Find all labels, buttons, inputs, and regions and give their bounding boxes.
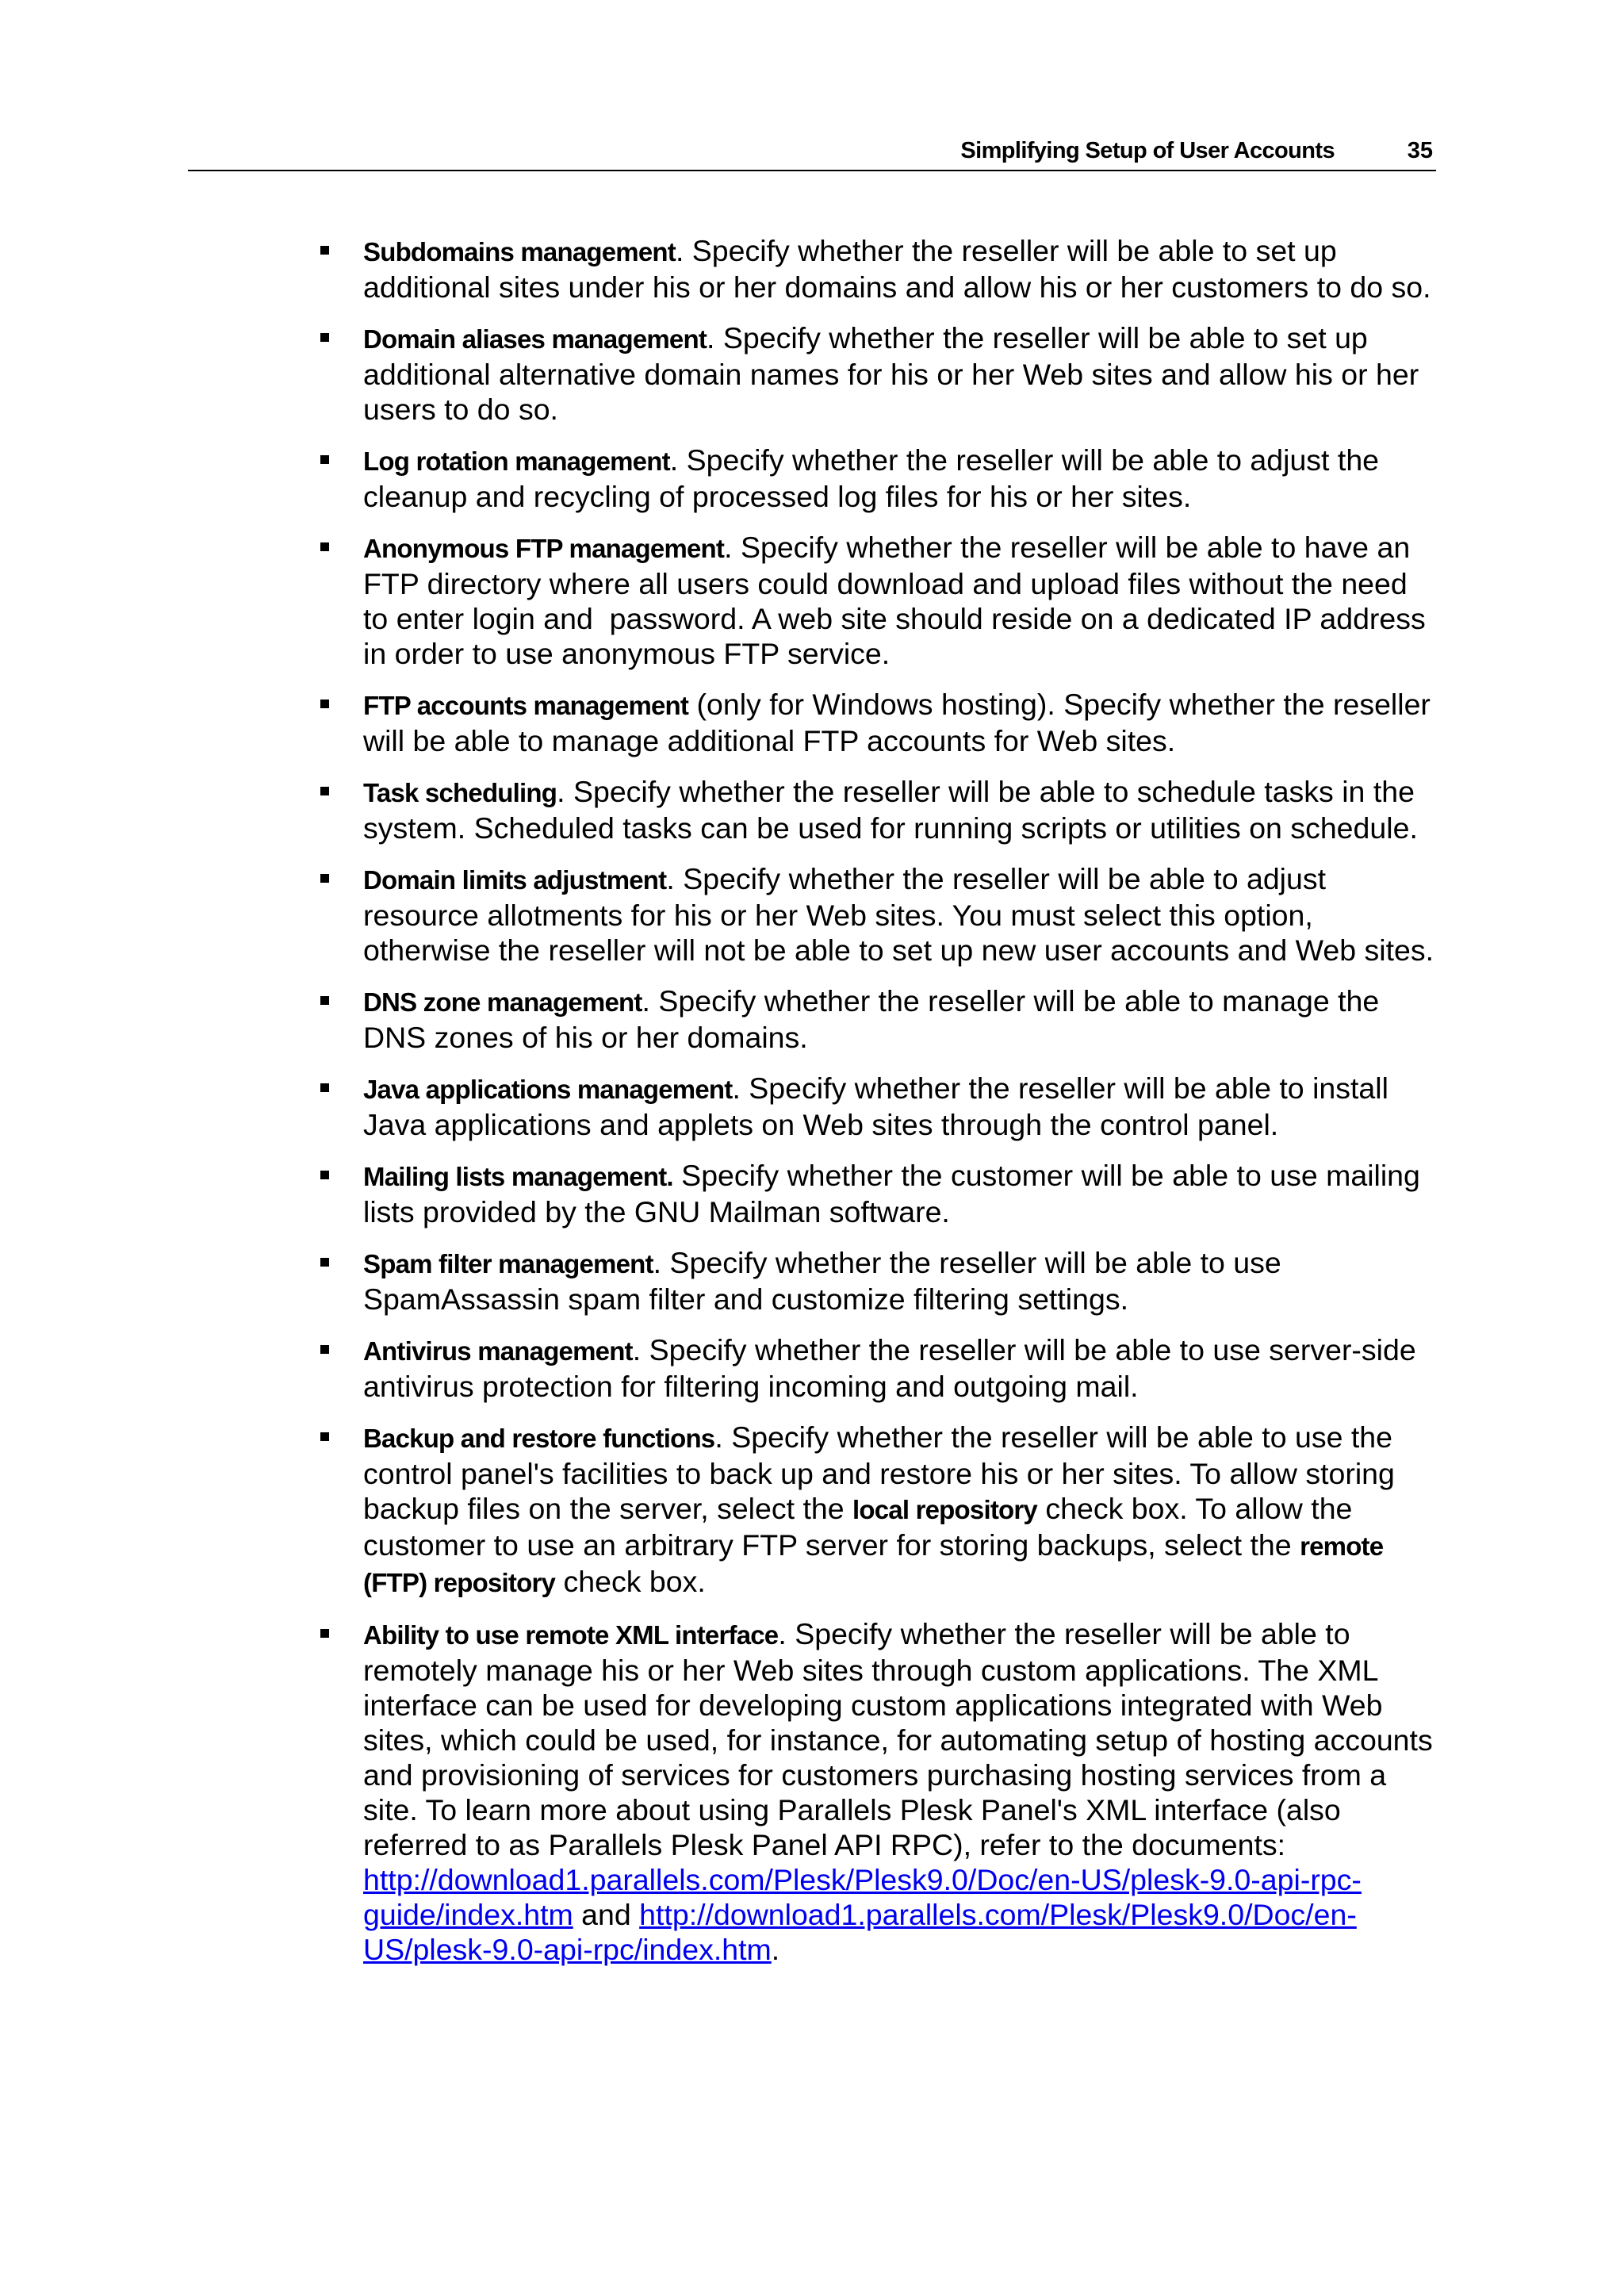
- item-term: Mailing lists management.: [363, 1162, 673, 1191]
- item-term: Anonymous FTP management: [363, 534, 725, 563]
- list-item-domain-aliases: [316, 320, 1438, 427]
- square-bullet-icon: [320, 333, 329, 342]
- page-header: [188, 133, 1436, 171]
- list-item-anonymous-ftp: [316, 530, 1438, 671]
- item-text: and: [573, 1898, 640, 1931]
- item-term: Domain aliases management: [363, 324, 707, 354]
- item-term: Ability to use remote XML interface: [363, 1620, 779, 1650]
- square-bullet-icon: [320, 1432, 329, 1441]
- item-term: Log rotation management: [363, 447, 670, 476]
- page-number: 35: [1407, 138, 1433, 163]
- item-text: . Specify whether the reseller will be able to manage the DNS zones of his or her domains.: [363, 984, 1380, 1054]
- list-item-task-scheduling: [316, 774, 1438, 845]
- square-bullet-icon: [320, 700, 329, 708]
- list-item-antivirus: [316, 1332, 1438, 1404]
- square-bullet-icon: [320, 542, 329, 551]
- item-text: check box.: [555, 1565, 706, 1598]
- list-item-ftp-accounts: [316, 687, 1438, 758]
- item-term: Spam filter management: [363, 1249, 653, 1278]
- list-item-subdomains: [316, 233, 1438, 305]
- list-item-java-applications: [316, 1071, 1438, 1142]
- item-term: Antivirus management: [363, 1336, 633, 1366]
- main-content: [316, 233, 1438, 1983]
- square-bullet-icon: [320, 246, 329, 255]
- item-text: . Specify whether the reseller will be able to use server-side antivirus protection for filtering incoming and outgoing mail.: [363, 1333, 1416, 1403]
- square-bullet-icon: [320, 787, 329, 795]
- item-text: . Specify whether the reseller will be able to set up additional alternative domain names for his or her Web sites and allow his or her users to do so.: [363, 321, 1419, 426]
- list-item-log-rotation: [316, 443, 1438, 514]
- square-bullet-icon: [320, 996, 329, 1005]
- item-text: . Specify whether the reseller will be able to remotely manage his or her Web sites through custom applications. The XML interface can be used for developing custom applications integrated with Web sites, which could be used, for instance, for automating setup of hosting accounts and provisioning of services for customers purchasing hosting services from a site. To learn more about using Parallels Plesk Panel's XML interface (also referred to as Parallels Plesk Panel API RPC), refer to the documents:: [363, 1617, 1433, 1861]
- item-term: Task scheduling: [363, 778, 557, 807]
- item-text: .: [771, 1933, 780, 1966]
- square-bullet-icon: [320, 1083, 329, 1092]
- item-text: . Specify whether the reseller will be able to set up additional sites under his or her domains and allow his or her customers to do so.: [363, 234, 1431, 304]
- item-text: . Specify whether the reseller will be able to adjust resource allotments for his or her Web sites. You must select this option, otherwise the reseller will not be able to set up new user accounts and Web sites.: [363, 862, 1434, 967]
- item-text: . Specify whether the reseller will be able to adjust the cleanup and recycling of processed log files for his or her sites.: [363, 443, 1380, 513]
- feature-list: [316, 233, 1438, 1967]
- list-item-remote-xml: [316, 1616, 1438, 1967]
- square-bullet-icon: [320, 1171, 329, 1179]
- list-item-backup-restore: [316, 1420, 1438, 1600]
- square-bullet-icon: [320, 1345, 329, 1354]
- item-text: (only for Windows hosting). Specify whether the reseller will be able to manage additional FTP accounts for Web sites.: [363, 688, 1431, 757]
- list-item-dns-zone: [316, 983, 1438, 1055]
- list-item-mailing-lists: [316, 1158, 1438, 1229]
- item-term: DNS zone management: [363, 987, 642, 1017]
- item-term: Java applications management: [363, 1075, 733, 1104]
- square-bullet-icon: [320, 455, 329, 464]
- square-bullet-icon: [320, 874, 329, 883]
- item-term: Subdomains management: [363, 237, 676, 266]
- item-text: . Specify whether the reseller will be able to use SpamAssassin spam filter and customize filtering settings.: [363, 1246, 1281, 1316]
- api-rpc-reference-link[interactable]: http://download1.parallels.com/Plesk/Plesk9.0/Doc/en-US/plesk-9.0-api-rpc/index.htm: [363, 1898, 1357, 1966]
- item-term: Domain limits adjustment: [363, 865, 667, 895]
- item-term: Backup and restore functions: [363, 1424, 715, 1453]
- list-item-spam-filter: [316, 1245, 1438, 1317]
- running-header-title: Simplifying Setup of User Accounts: [960, 138, 1335, 163]
- item-text: . Specify whether the reseller will be able to have an FTP directory where all users could download and upload files without the need to enter login and password. A web site should reside on a dedicated IP address in order to use anonymous FTP service.: [363, 531, 1434, 670]
- item-term: FTP accounts management: [363, 691, 689, 720]
- item-text: . Specify whether the reseller will be able to schedule tasks in the system. Scheduled tasks can be used for running scripts or utilities on schedule.: [363, 775, 1418, 845]
- api-rpc-guide-link[interactable]: http://download1.parallels.com/Plesk/Plesk9.0/Doc/en-US/plesk-9.0-api-rpc-guide/index.htm: [363, 1863, 1362, 1931]
- remote-repository-term: remote (FTP) repository: [363, 1531, 1384, 1597]
- item-text: . Specify whether the reseller will be able to install Java applications and applets on Web sites through the control panel.: [363, 1071, 1388, 1141]
- item-text: . Specify whether the reseller will be able to use the control panel's facilities to back up and restore his or her sites. To allow storing backup files on the server, select the: [363, 1420, 1395, 1525]
- list-item-domain-limits: [316, 861, 1438, 968]
- square-bullet-icon: [320, 1258, 329, 1267]
- item-text: Specify whether the customer will be able to use mailing lists provided by the GNU Mailman software.: [363, 1159, 1420, 1228]
- square-bullet-icon: [320, 1629, 329, 1638]
- local-repository-term: local repository: [852, 1495, 1037, 1524]
- item-text: check box. To allow the customer to use an arbitrary FTP server for storing backups, select the: [363, 1492, 1353, 1562]
